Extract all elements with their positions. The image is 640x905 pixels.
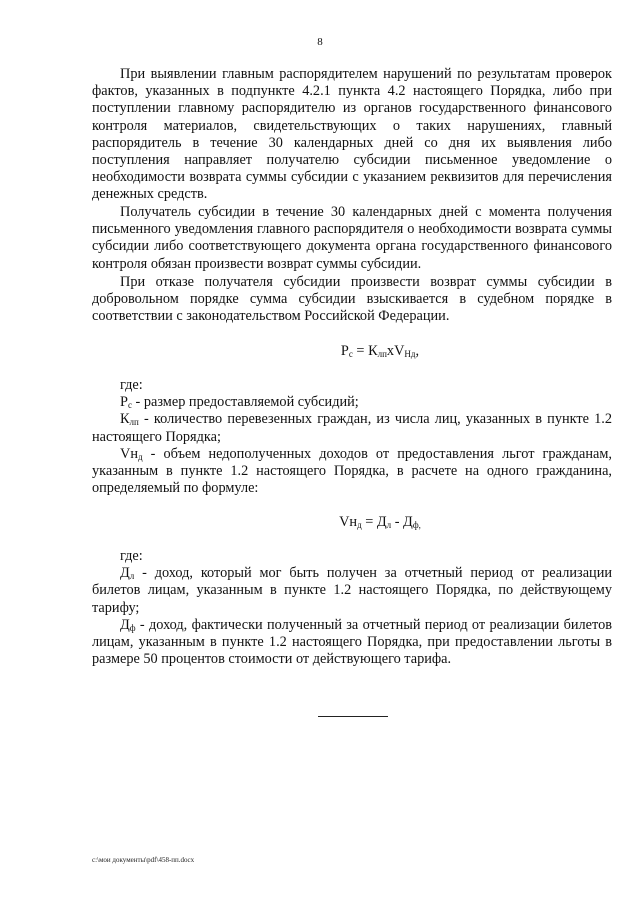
formula-subscript: лп: [377, 349, 387, 359]
definition-symbol: Д: [120, 616, 130, 633]
formula-operator: - Д: [391, 514, 413, 530]
definition-symbol: К: [120, 411, 130, 428]
paragraph-refund: [92, 204, 612, 273]
paragraph-text: При отказе получателя субсидии произвести возврат суммы субсидии в добровольном порядке сумма субсидии взыскивается в судебном порядке в соответствии с законодательством Российской Федерации.: [92, 274, 612, 325]
paragraph-refusal: [92, 274, 612, 326]
definition-subscript: лп: [129, 417, 139, 428]
definition-text: - доход, фактически полученный за отчетный период от реализации билетов лицам, указанным в пункте 1.2 настоящего Порядка, при предоставлении льготы в размере 50 процентов стоимости от действующего тарифа.: [92, 616, 612, 668]
formula-subsidy: [0, 343, 640, 360]
definition-text: - доход, который мог быть получен за отчетный период от реализации билетов лицам, указанным в пункте 1.2 настоящего Порядка, по действующему тарифу;: [92, 565, 612, 616]
definition-symbol: Vн: [120, 445, 138, 462]
formula-subscript: Нд: [404, 349, 416, 359]
paragraph-violation: [92, 66, 612, 204]
formula-subscript: c: [348, 349, 353, 359]
formula-subscript: л: [386, 520, 392, 530]
formula-end: ,: [415, 343, 420, 359]
definition-item: [92, 617, 612, 669]
formula-subscript: д: [357, 520, 362, 530]
definition-text: - количество перевезенных граждан, из числа лиц, указанных в пункте 1.2 настоящего Порядка;: [92, 411, 612, 445]
page-number: 8: [317, 36, 323, 48]
definition-text: - объем недополученных доходов от предоставления льгот гражданам, указанным в пункте 1.2 настоящего Порядка, в расчете на одного гражданина, определяемый по формуле:: [92, 445, 612, 497]
formula-operator: = Д: [361, 514, 387, 530]
definition-subscript: с: [127, 400, 132, 411]
definition-item: [92, 394, 612, 411]
paragraph-text: Получатель субсидии в течение 30 календарных дней с момента получения письменного уведомления главного распорядителя о необходимости возврата суммы субсидии либо соответствующего документа органа государственного финансового контроля обязан произвести возврат суммы субсидии.: [92, 204, 612, 272]
formula-lost-income: [0, 514, 640, 531]
end-divider: [318, 716, 388, 717]
definition-subscript: ф: [129, 622, 136, 633]
formula-operator: хV: [386, 343, 405, 359]
formula-symbol: P: [340, 343, 349, 359]
definition-subscript: д: [137, 451, 143, 462]
definition-item: [92, 446, 612, 498]
footer-file-path: c:\мои документы\pdf\458-пп.docx: [92, 856, 195, 864]
where-label: где:: [120, 377, 143, 393]
definition-item: [92, 411, 612, 445]
definitions-block-2: [92, 548, 612, 668]
formula-symbol: Vн: [339, 514, 358, 530]
paragraph-text: При выявлении главным распорядителем нарушений по результатам проверок фактов, указанных в подпункте 4.2.1 пункта 4.2 настоящего Порядка, либо при поступлении главному распорядителю из органов государственного финансового контроля материалов, свидетельствующих о таких нарушениях, главный распорядитель в течение 30 календарных дней со дня их выявления либо поступления направляет получателю субсидии письменное уведомление о необходимости возврата суммы субсидии с указанием реквизитов для перечисления денежных средств.: [92, 66, 612, 203]
formula-subscript: ф,: [412, 520, 421, 530]
definition-item: [92, 565, 612, 617]
formula-operator: = К: [352, 343, 378, 359]
definition-symbol: P: [120, 394, 128, 411]
definition-subscript: л: [129, 571, 135, 582]
definition-text: - размер предоставляемой субсидий;: [131, 394, 359, 411]
definition-symbol: Д: [120, 565, 130, 582]
definitions-block-1: [92, 377, 612, 497]
where-label: где:: [120, 548, 143, 564]
